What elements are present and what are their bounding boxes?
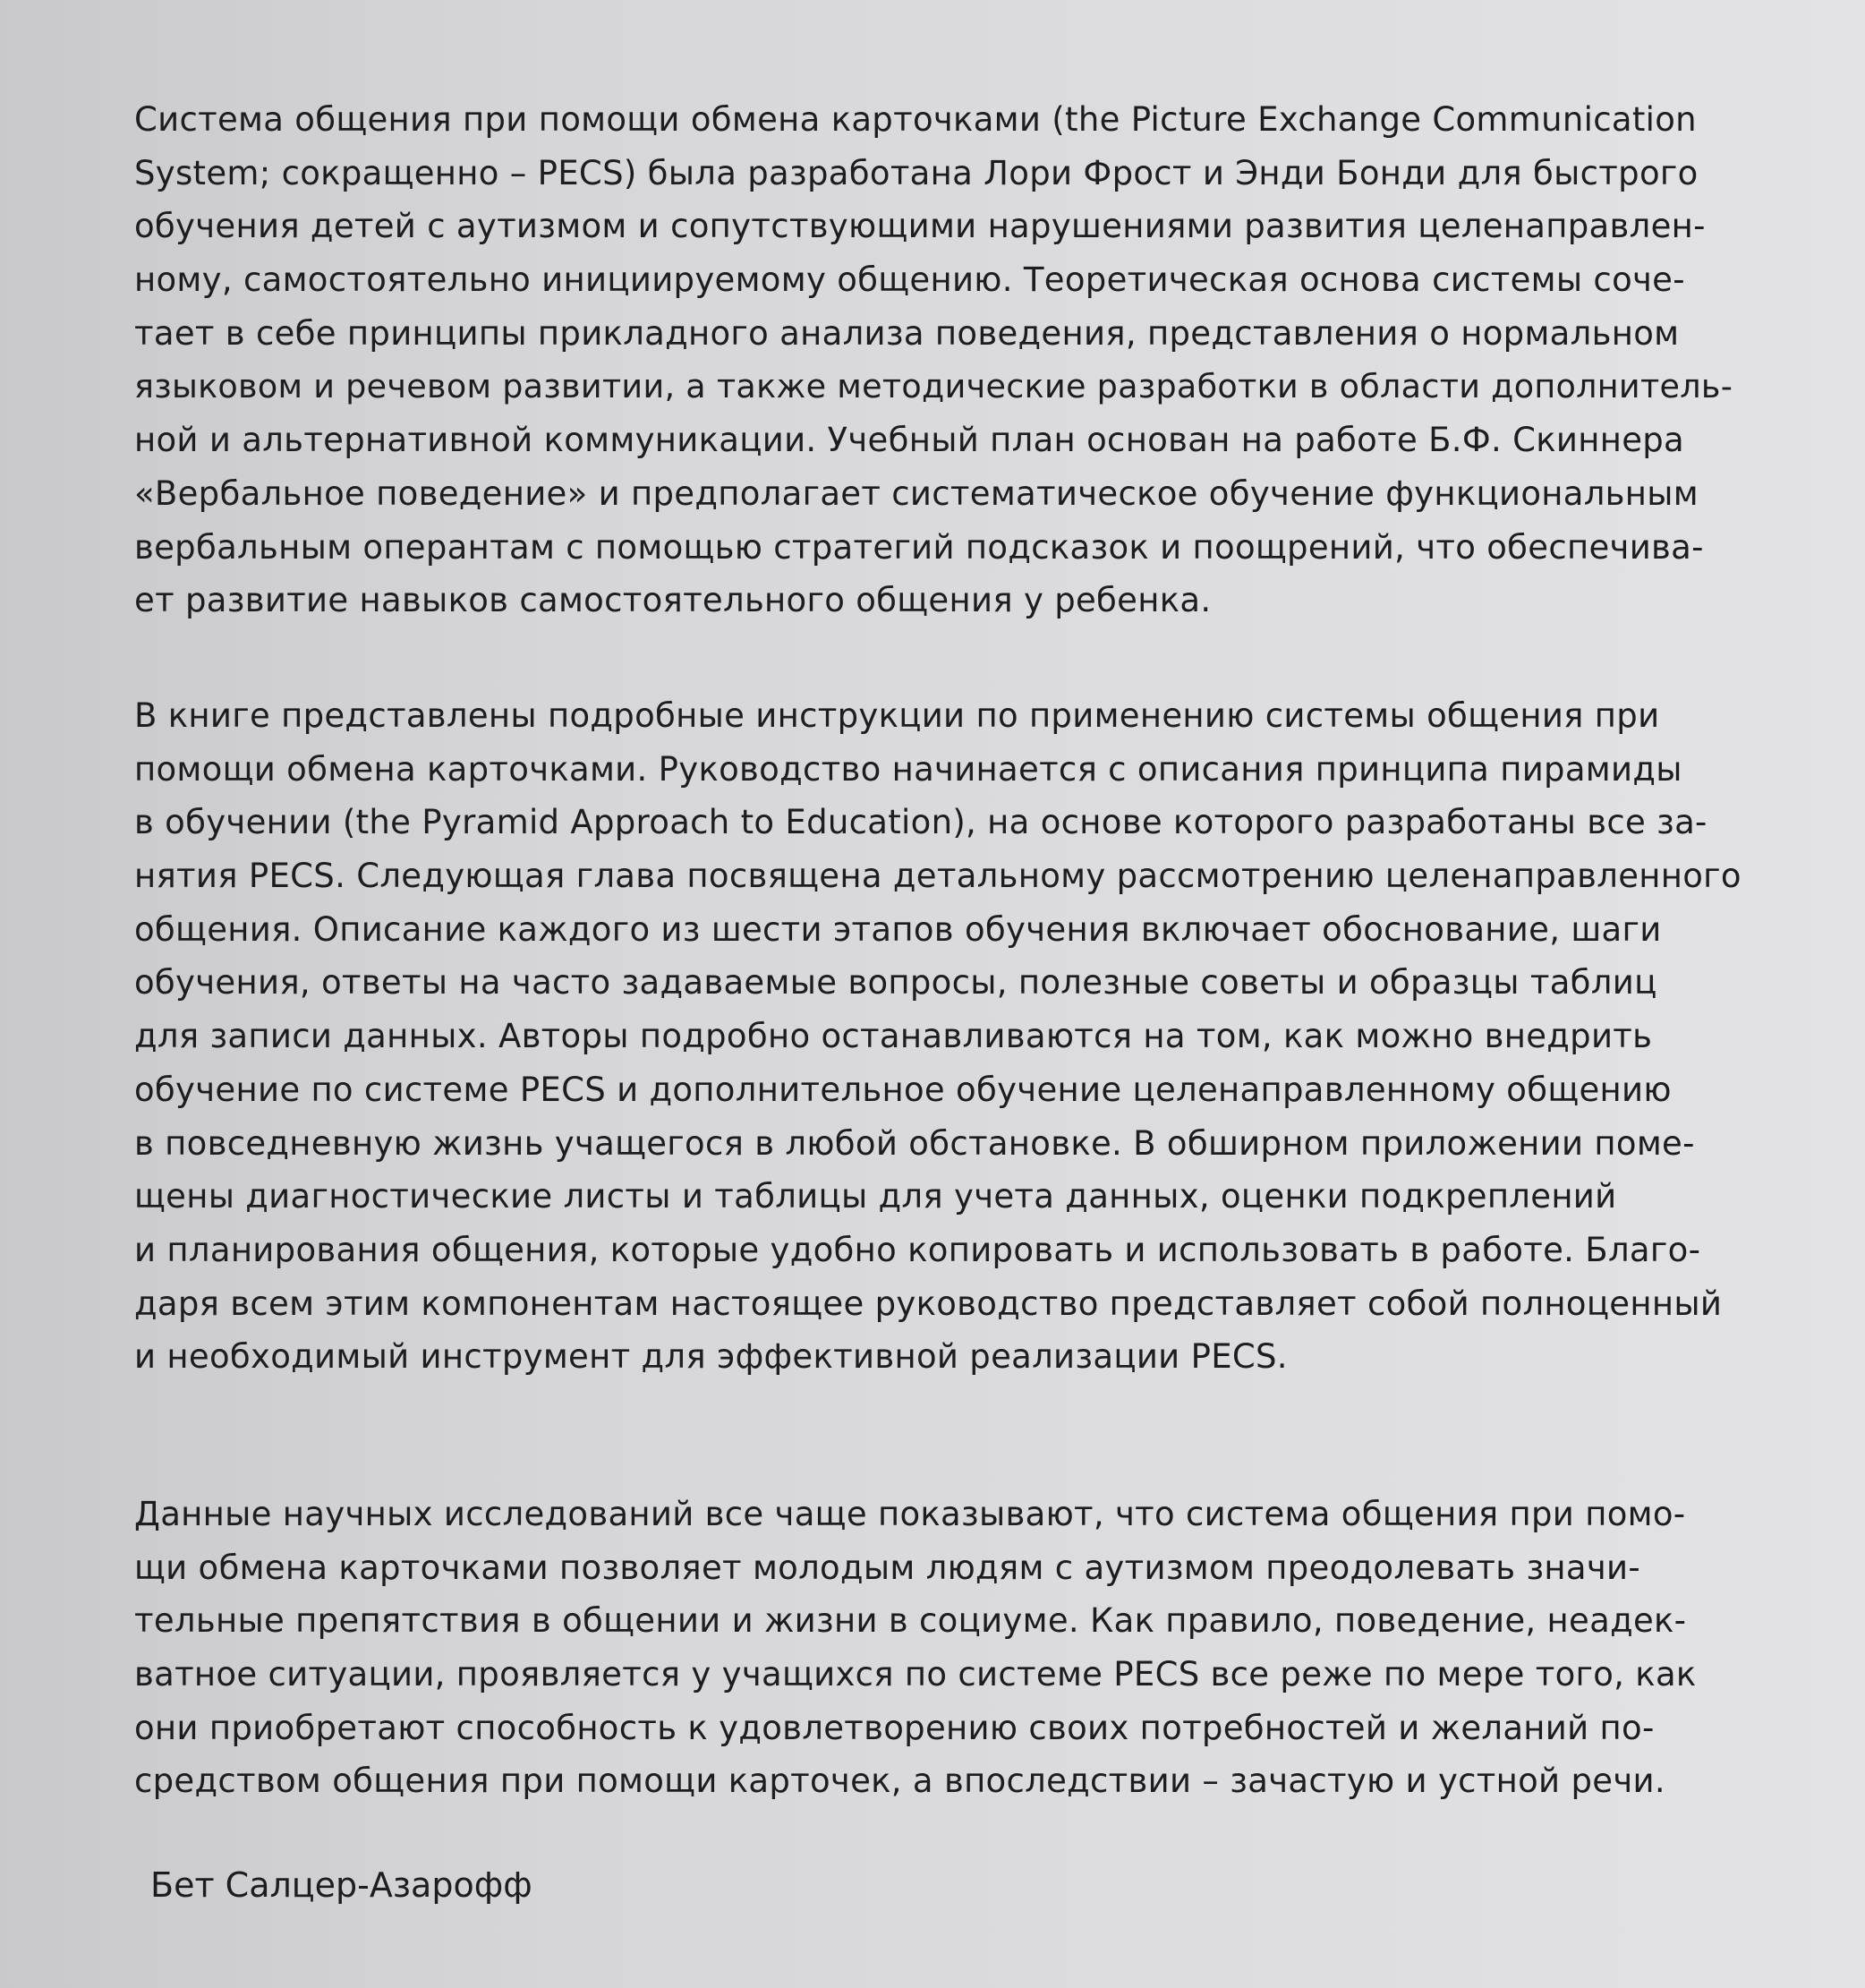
text-line: и планирования общения, которые удобно копировать и использовать в работе. Благо- — [134, 1230, 1701, 1269]
text-line: нятия PECS. Следующая глава посвящена детальному рассмотрению целенаправленного — [134, 857, 1742, 896]
text-line: для записи данных. Авторы подробно останавливаются на том, как можно внедрить — [134, 1017, 1653, 1056]
paragraph-research-findings — [134, 1488, 1745, 1808]
paragraph-pecs-description — [134, 93, 1745, 627]
text-line: в обучении (the Pyramid Approach to Education), на основе которого разработаны все за- — [134, 803, 1707, 842]
text-line: щи обмена карточками позволяет молодым людям с аутизмом преодолевать значи- — [134, 1548, 1641, 1587]
author-signature: Бет Салцер-Азарофф — [150, 1865, 532, 1905]
text-line: Система общения при помощи обмена карточками (the Picture Exchange Communication — [134, 100, 1697, 139]
text-line: ватное ситуации, проявляется у учащихся по системе PECS все реже по мере того, как — [134, 1655, 1697, 1694]
text-line: тает в себе принципы прикладного анализа поведения, представления о нормальном — [134, 313, 1680, 353]
text-line: ной и альтернативной коммуникации. Учебный план основан на работе Б.Ф. Скиннера — [134, 421, 1685, 460]
text-line: языковом и речевом развитии, а также методические разработки в области дополнитель- — [134, 367, 1733, 406]
text-line: даря всем этим компонентам настоящее руководство представляет собой полноценный — [134, 1284, 1723, 1323]
paragraph-book-contents — [134, 689, 1745, 1384]
text-line: они приобретают способность к удовлетворению своих потребностей и желаний по- — [134, 1708, 1655, 1747]
text-line: тельные препятствия в общении и жизни в социуме. Как правило, поведение, неадек- — [134, 1601, 1687, 1641]
text-line: В книге представлены подробные инструкции по применению системы общения при — [134, 696, 1660, 735]
text-line: вербальным оперантам с помощью стратегий подсказок и поощрений, что обеспечива- — [134, 527, 1704, 567]
text-line: щены диагностические листы и таблицы для учета данных, оценки подкреплений — [134, 1177, 1617, 1216]
text-line: Данные научных исследований все чаще показывают, что система общения при помо- — [134, 1495, 1686, 1533]
text-line: средством общения при помощи карточек, а впоследствии – зачастую и устной речи. — [134, 1762, 1665, 1801]
text-line: обучения детей с аутизмом и сопутствующими нарушениями развития целенаправлен- — [134, 207, 1706, 246]
text-line: обучения, ответы на часто задаваемые вопросы, полезные советы и образцы таблиц — [134, 963, 1657, 1003]
text-line: и необходимый инструмент для эффективной реализации PECS. — [134, 1337, 1288, 1377]
text-line: ет развитие навыков самостоятельного общения у ребенка. — [134, 581, 1212, 620]
text-line: помощи обмена карточками. Руководство начинается с описания принципа пирамиды — [134, 749, 1682, 789]
text-line: «Вербальное поведение» и предполагает систематическое обучение функциональным — [134, 474, 1699, 513]
text-line: обучение по системе PECS и дополнительное обучение целенаправленному общению — [134, 1070, 1672, 1109]
text-line: ному, самостоятельно инициируемому общению. Теоретическая основа системы соче- — [134, 260, 1685, 300]
text-line: System; сокращенно – PECS) была разработана Лори Фрост и Энди Бонди для быстрого — [134, 153, 1699, 192]
text-line: общения. Описание каждого из шести этапов обучения включает обоснование, шаги — [134, 909, 1662, 949]
text-line: в повседневную жизнь учащегося в любой обстановке. В обширном приложении поме- — [134, 1123, 1695, 1163]
